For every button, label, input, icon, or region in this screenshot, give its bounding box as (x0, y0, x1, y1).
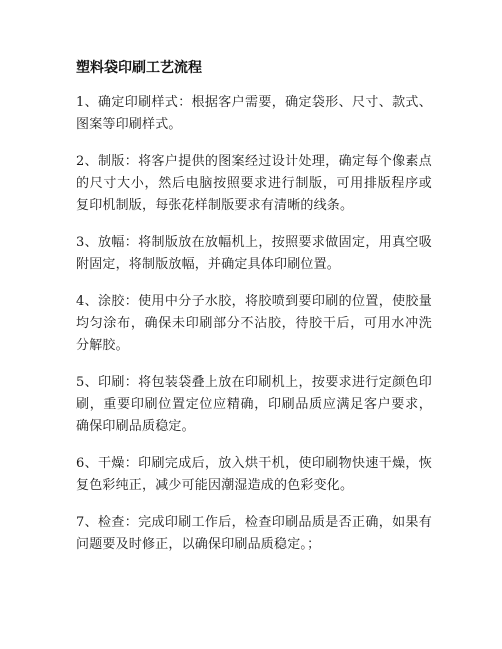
document-page (76, 58, 432, 571)
step-3-paragraph: 3、放幅：将制版放在放幅机上，按照要求做固定，用真空吸附固定，将制版放幅，并确定具体印刷位置。 (76, 235, 432, 272)
document-title: 塑料袋印刷工艺流程 (76, 60, 202, 76)
step-1-paragraph: 1、确定印刷样式：根据客户需要，确定袋形、尺寸、款式、图案等印刷样式。 (76, 95, 432, 132)
step-5-paragraph: 5、印刷：将包装袋叠上放在印刷机上，按要求进行定颜色印刷，重要印刷位置定位应精确，印刷品质应满足客户要求，确保印刷品质稳定。 (76, 375, 432, 434)
step-4-paragraph: 4、涂胶：使用中分子水胶，将胶喷到要印刷的位置，使胶量均匀涂布，确保未印刷部分不沾胶，待胶干后，可用水冲洗分解胶。 (76, 294, 432, 353)
step-2-paragraph: 2、制版：将客户提供的图案经过设计处理，确定每个像素点的尺寸大小，然后电脑按照要求进行制版，可用排版程序或复印机制版，每张花样制版要求有清晰的线条。 (76, 154, 432, 213)
step-6-paragraph: 6、干燥：印刷完成后，放入烘干机，使印刷物快速干燥，恢复色彩纯正，减少可能因潮湿造成的色彩变化。 (76, 456, 432, 493)
step-7-paragraph: 7、检查：完成印刷工作后，检查印刷品质是否正确，如果有问题要及时修正，以确保印刷品质稳定。； (76, 515, 432, 552)
